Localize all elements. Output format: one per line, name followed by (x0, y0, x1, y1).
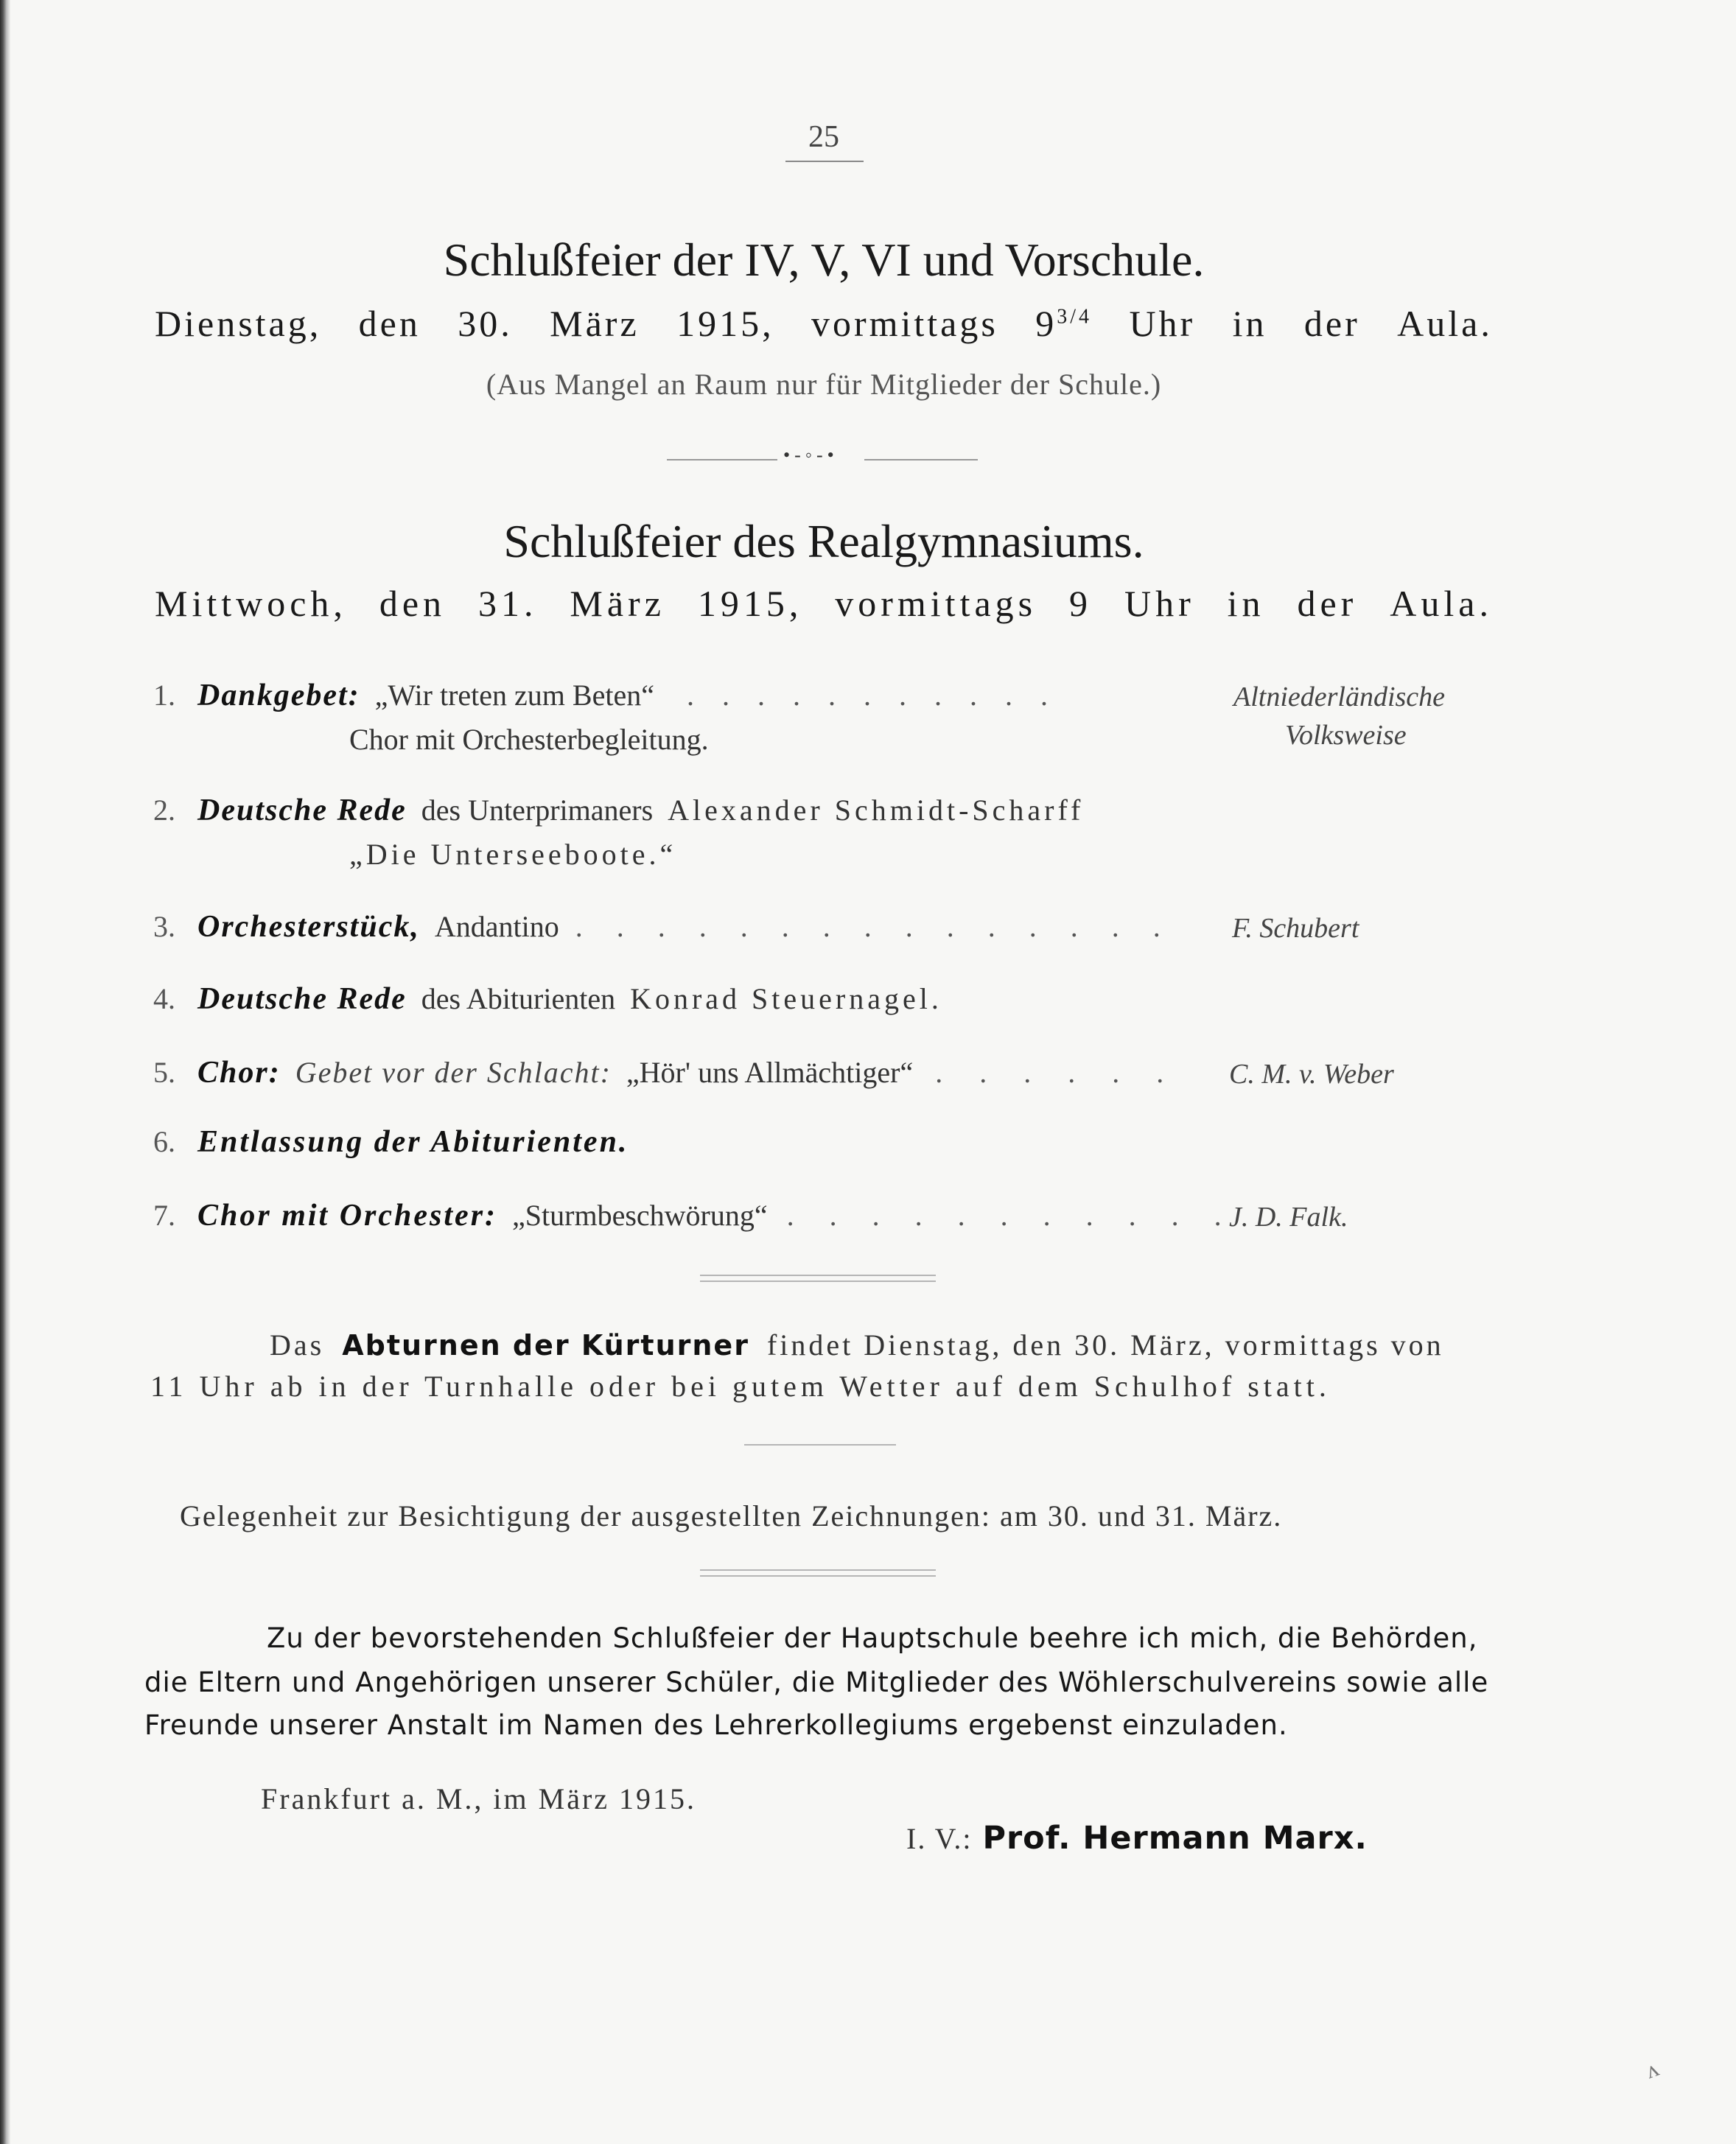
item-text: des Abiturienten (421, 982, 616, 1015)
date-word: den (358, 303, 421, 344)
signature (906, 1820, 1368, 1857)
item-number: 6. (153, 1125, 175, 1158)
date-word: März (550, 303, 640, 344)
short-rule (744, 1444, 896, 1446)
item-text-italic: Gebet vor der Schlacht: (295, 1056, 612, 1089)
leader-dots: . . . . . . (935, 1056, 1179, 1089)
item-heading: Chor mit Orchester: (197, 1199, 498, 1233)
item-subtext: Chor mit Orchesterbegleitung. (349, 723, 709, 756)
date-word: 31. (477, 583, 538, 624)
date-word: Uhr (1129, 303, 1196, 344)
turnen-line-2: 11 Uhr ab in der Turnhalle oder bei gutem Wetter auf dem Schulhof statt. (150, 1370, 1331, 1403)
item-number: 4. (153, 982, 175, 1015)
date-word: 1915, (697, 583, 803, 624)
date-word: den (379, 583, 447, 624)
item-text: „Sturmbeschwörung“ (512, 1199, 768, 1232)
date-word: vormittags (835, 583, 1037, 624)
program-item-2 (153, 793, 1084, 828)
item-composer-line2: Volksweise (1285, 720, 1407, 751)
section2-dateline (155, 582, 1493, 625)
item-composer: F. Schubert (1232, 913, 1359, 944)
program-item-7 (153, 1198, 1236, 1233)
date-word: 1915, (676, 303, 774, 344)
item-number: 7. (153, 1199, 175, 1232)
item-composer: J. D. Falk. (1229, 1202, 1348, 1233)
item-name-spaced: Alexander Schmidt-Scharff (668, 794, 1085, 827)
date-word: Aula. (1390, 583, 1493, 624)
date-word: Uhr (1124, 583, 1195, 624)
item-composer: Altniederländische (1233, 682, 1446, 712)
turnen-bold: Abturnen der Kürturner (342, 1329, 749, 1362)
place-date: Frankfurt a. M., im März 1915. (261, 1782, 697, 1815)
item-text: „Wir treten zum Beten“ (374, 679, 654, 712)
time-hour: 9 (1035, 303, 1057, 344)
double-rule (700, 1569, 936, 1577)
section1-note: (Aus Mangel an Raum nur für Mitglieder der Schule.) (486, 368, 1162, 401)
item-text: Andantino (434, 910, 559, 943)
page-number-rule (785, 161, 864, 162)
ornament-separator: •-◦-• (667, 456, 978, 463)
signature-prefix: I. V.: (906, 1822, 973, 1855)
item-text: „Hör' uns Allmächtiger“ (626, 1056, 914, 1089)
item-composer: C. M. v. Weber (1229, 1059, 1394, 1090)
signature-name: Prof. Hermann Marx. (982, 1820, 1368, 1857)
item-number: 1. (153, 679, 175, 712)
item-heading: Dankgebet: (197, 679, 360, 712)
program-item-5 (153, 1055, 1178, 1090)
date-word: in (1232, 303, 1267, 344)
corner-mark-icon: ʌ (1642, 2054, 1662, 2084)
section1-dateline (155, 302, 1493, 345)
item-heading: Entlassung der Abiturienten. (197, 1125, 629, 1159)
item-heading: Orchesterstück, (197, 910, 420, 944)
item-heading: Deutsche Rede (197, 982, 407, 1016)
date-word: 9 (1069, 583, 1093, 624)
item-number: 2. (153, 794, 175, 827)
page-number: 25 (808, 120, 839, 154)
page-binding-edge (0, 0, 10, 2144)
turnen-line-1 (270, 1328, 1444, 1362)
date-word: Aula. (1397, 303, 1493, 344)
time-fraction: 3/4 (1057, 305, 1093, 329)
double-rule (700, 1275, 936, 1282)
item-number: 3. (153, 910, 175, 943)
program-item-1 (153, 678, 1058, 713)
date-word: 30. (458, 303, 513, 344)
invitation-line-2: die Eltern und Angehörigen unserer Schüler, die Mitglieder des Wöhlerschulvereins sowie alle (144, 1667, 1489, 1698)
leader-dots: . . . . . . . . . . . (786, 1199, 1236, 1232)
turnen-text: Das (270, 1328, 325, 1362)
section1-title: Schlußfeier der IV, V, VI und Vorschule. (443, 234, 1205, 286)
item-number: 5. (153, 1056, 175, 1089)
program-item-3 (153, 909, 1174, 945)
exhibition-note: Gelegenheit zur Besichtigung der ausgestellten Zeichnungen: am 30. und 31. März. (180, 1499, 1283, 1532)
date-word: März (570, 583, 665, 624)
turnen-text: findet Dienstag, den 30. März, vormittags von (766, 1328, 1444, 1362)
date-word: Mittwoch, (155, 583, 347, 624)
item-heading: Deutsche Rede (197, 794, 407, 827)
invitation-line-3: Freunde unserer Anstalt im Namen des Lehrerkollegiums ergebenst einzuladen. (144, 1709, 1288, 1741)
date-word: der (1303, 303, 1360, 344)
item-name-spaced: Konrad Steuernagel. (630, 982, 942, 1015)
date-word: Dienstag, (155, 303, 322, 344)
leader-dots: . . . . . . . . . . . (686, 679, 1058, 712)
program-item-6 (153, 1124, 629, 1160)
time-value (1035, 302, 1092, 345)
date-word: vormittags (811, 303, 998, 344)
program-item-4 (153, 981, 942, 1017)
invitation-line-1: Zu der bevorstehenden Schlußfeier der Hauptschule beehre ich mich, die Behörden, (267, 1622, 1478, 1654)
section2-title: Schlußfeier des Realgymnasiums. (503, 515, 1144, 567)
item-subtext: „Die Unterseeboote.“ (349, 838, 677, 871)
item-heading: Chor: (197, 1056, 281, 1090)
date-word: der (1297, 583, 1358, 624)
item-text: des Unterprimaners (421, 794, 654, 827)
leader-dots: . . . . . . . . . . . . . . . (575, 910, 1174, 943)
date-word: in (1227, 583, 1265, 624)
